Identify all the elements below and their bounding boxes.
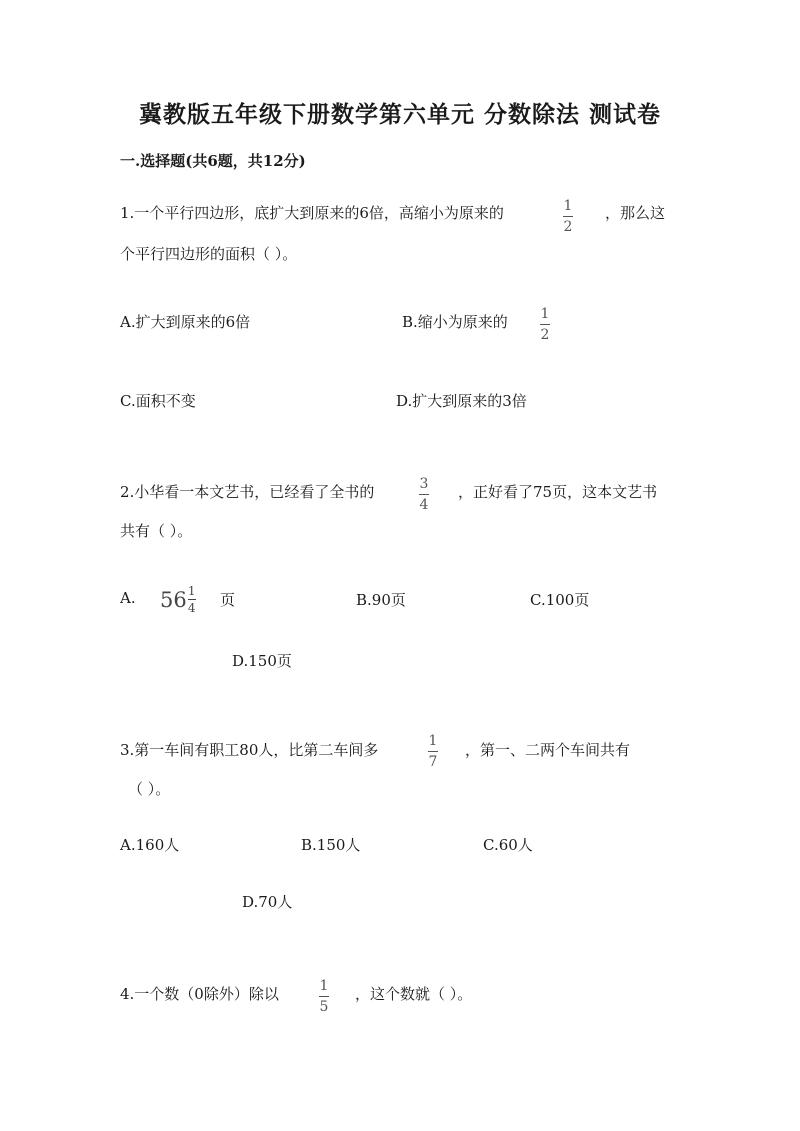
question-2-option-b[interactable]: B.90页 — [356, 591, 406, 609]
fraction-bar — [188, 599, 196, 600]
question-1-option-a[interactable]: A.扩大到原来的6倍 — [120, 313, 251, 331]
question-3-text-line2: （ ）。 — [128, 780, 171, 798]
question-2-text-a: 2.小华看一本文艺书，已经看了全书的 — [120, 483, 375, 501]
fraction-denominator: 2 — [563, 219, 573, 235]
question-3-text-a: 3.第一车间有职工80人，比第二车间多 — [120, 741, 379, 759]
mixed-number — [160, 585, 196, 614]
question-1-fraction — [563, 199, 573, 234]
option-label: B.缩小为原来的 — [402, 313, 508, 331]
question-4-text-a: 4.一个数（0除外）除以 — [120, 985, 279, 1003]
fraction-numerator: 1 — [319, 978, 329, 994]
question-2-text-line2: 共有（ ）。 — [120, 522, 193, 540]
question-3-option-d[interactable]: D.70人 — [242, 893, 293, 911]
question-4-text-b: ，这个数就（ ）。 — [355, 985, 473, 1003]
fraction-numerator: 1 — [428, 733, 438, 749]
option-suffix: 页 — [220, 591, 236, 609]
question-2-fraction — [419, 477, 429, 512]
question-1-text-a: 1.一个平行四边形，底扩大到原来的6倍，高缩小为原来的 — [120, 204, 504, 222]
fraction-denominator: 5 — [319, 999, 329, 1015]
mixed-whole: 56 — [160, 587, 187, 612]
fraction-bar — [428, 751, 438, 752]
fraction-numerator: 1 — [187, 584, 196, 598]
question-1-text-b: ，那么这 — [605, 204, 666, 222]
question-4-fraction — [319, 979, 329, 1014]
mixed-fraction — [188, 585, 196, 614]
question-3-option-c[interactable]: C.60人 — [483, 836, 533, 854]
question-3-fraction — [428, 734, 438, 769]
question-3-option-b[interactable]: B.150人 — [301, 836, 361, 854]
question-2-option-c[interactable]: C.100页 — [530, 591, 590, 609]
option-fraction — [540, 307, 550, 342]
fraction-denominator: 2 — [540, 327, 550, 343]
question-3-option-a[interactable]: A.160人 — [120, 836, 180, 854]
section-heading: 一.选择题(共6题，共12分) — [120, 152, 306, 170]
page-title: 冀教版五年级下册数学第六单元 分数除法 测试卷 — [138, 101, 661, 128]
fraction-bar — [419, 494, 429, 495]
question-1-option-d[interactable]: D.扩大到原来的3倍 — [396, 392, 527, 410]
fraction-numerator: 3 — [419, 476, 429, 492]
question-2-text-b: ，正好看了75页，这本文艺书 — [458, 483, 658, 501]
fraction-denominator: 7 — [428, 754, 438, 770]
fraction-denominator: 4 — [419, 497, 429, 513]
fraction-bar — [540, 324, 550, 325]
question-3-text-b: ，第一、二两个车间共有 — [465, 741, 631, 759]
question-1-text-line2: 个平行四边形的面积（ ）。 — [120, 245, 298, 263]
fraction-denominator: 4 — [187, 601, 196, 615]
fraction-bar — [319, 996, 329, 997]
question-1-option-c[interactable]: C.面积不变 — [120, 392, 196, 410]
fraction-bar — [563, 216, 573, 217]
question-2-option-d[interactable]: D.150页 — [232, 652, 292, 670]
option-label: A. — [120, 589, 136, 607]
fraction-numerator: 1 — [540, 306, 550, 322]
fraction-numerator: 1 — [563, 198, 573, 214]
